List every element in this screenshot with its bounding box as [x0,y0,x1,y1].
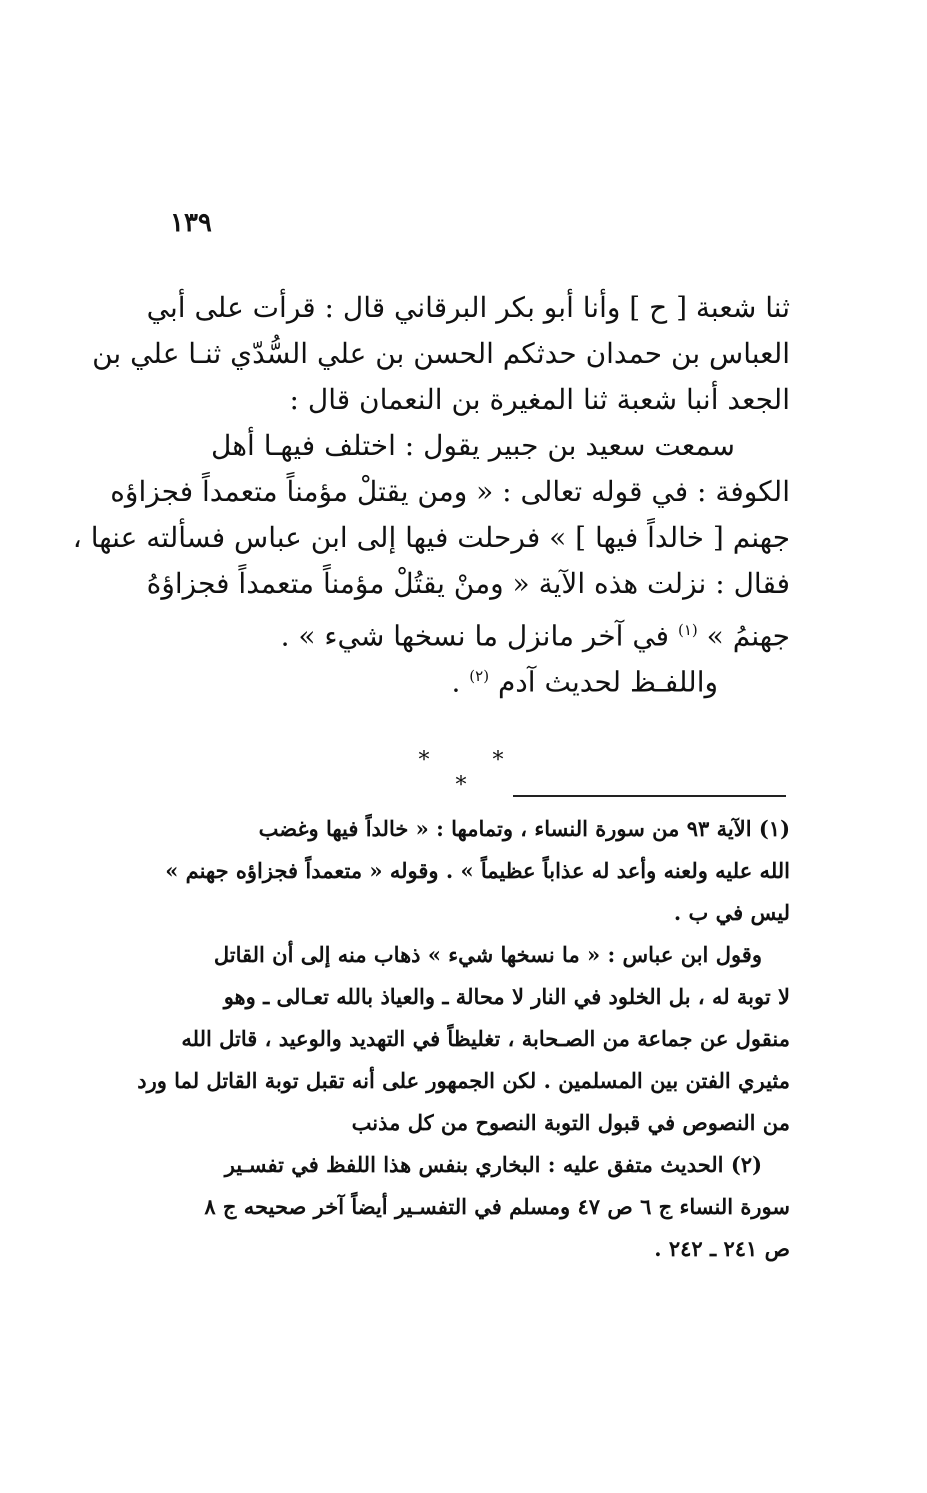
main-text-line: الجعد أنبا شعبة ثنا المغيرة بن النعمان قال : [289,383,790,416]
main-text-line: فقال : نزلت هذه الآية « ومنْ يقتُلْ مؤمناً متعمداً فجزاؤهُ [146,567,790,600]
footnote-ref-1: (١) [677,621,698,639]
main-text-line: العباس بن حمدان حدثكم الحسن بن علي السُّدّي ثنـا علي بن [92,337,790,370]
footnote-line: مثيري الفتن بين المسلمين . لكن الجمهور على أنه تقبل توبة القاتل لما ورد [137,1068,790,1093]
footnote-line: (١) الآية ٩٣ من سورة النساء ، وتمامها : « خالداً فيها وغضب [258,816,790,841]
footnote-divider [513,795,786,797]
main-text-line-part: جهنمُ » [706,619,790,653]
footnote-line: وقول ابن عباس : « ما نسخها شيء » ذهاب منه إلى أن القاتل [213,942,762,967]
main-text-line: سمعت سعيد بن جبير يقول : اختلف فيهـا أهل [211,429,735,462]
footnote-line: الله عليه ولعنه وأعد له عذاباً عظيماً » . وقوله « متعمداً فجزاؤه جهنم » [165,858,790,883]
main-text-last-line-end: . [451,665,461,699]
main-text-line: جهنم [ خالداً فيها ] » فرحلت فيها إلى ابن عباس فسألته عنها ، [72,521,790,554]
main-text-line-part: في آخر مانزل ما نسخها شيء » . [280,619,670,653]
footnotes [137,808,790,1270]
section-separator: * * * [418,748,532,798]
main-text-line: ثنا شعبة [ ح ] وأنا أبو بكر البرقاني قال : قرأت على أبي [146,291,790,324]
footnote-line: منقول عن جماعة من الصـحابة ، تغليظاً في التهديد والوعيد ، قاتل الله [181,1026,790,1051]
main-text [72,285,790,699]
main-text-line: الكوفة : في قوله تعالى : « ومن يقتلْ مؤمناً متعمداً فجزاؤه [110,475,790,508]
footnote-line: ص ٢٤١ ـ ٢٤٢ . [654,1236,790,1261]
main-text-last-line [160,653,790,699]
footnote-ref-2: (٢) [469,667,490,685]
footnote-line: ليس في ب . [673,900,790,925]
main-text-line [160,607,790,653]
footnote-line: سورة النساء ج ٦ ص ٤٧ ومسلم في التفسـير أيضاً آخر صحيحه ج ٨ [204,1194,790,1219]
footnote-line: لا توبة له ، بل الخلود في النار لا محالة ـ والعياذ بالله تعـالى ـ وهو [223,984,790,1009]
main-text-last-line-text: واللفـظ لحديث آدم [497,665,718,699]
footnote-line: من النصوص في قبول التوبة النصوح من كل مذنب [351,1110,790,1135]
page-number: ١٣٩ [170,208,212,238]
footnote-line: (٢) الحديث متفق عليه : البخاري بنفس هذا اللفظ في تفسـير [224,1152,762,1177]
